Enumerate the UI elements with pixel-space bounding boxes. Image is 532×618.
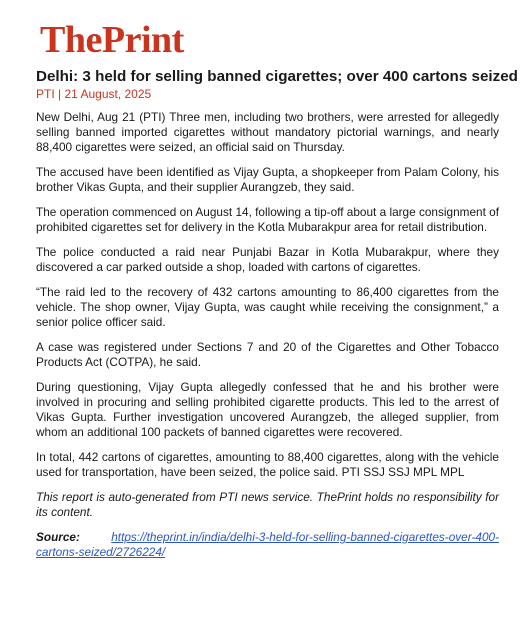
article-body [36, 110, 499, 560]
article-paragraph: The police conducted a raid near Punjabi Bazar in Kotla Mubarakpur, where they discovered a car parked outside a shop, loaded with cartons of cigarettes. [36, 245, 499, 274]
source-line [36, 530, 499, 560]
article-paragraph: In total, 442 cartons of cigarettes, amounting to 88,400 cigarettes, along with the vehicle used for transportation, have been seized, the police said. PTI SSJ SSJ MPL MPL [36, 450, 499, 479]
source-link[interactable]: https://theprint.in/india/delhi-3-held-for-selling-banned-cigarettes-over-400-cartons-seized/2726224/ [36, 530, 499, 559]
auto-generated-disclaimer: This report is auto-generated from PTI news service. ThePrint holds no responsibility for its content. [36, 490, 499, 519]
article-byline: PTI | 21 August, 2025 [36, 87, 152, 101]
article-paragraph: “The raid led to the recovery of 432 cartons amounting to 86,400 cigarettes from the vehicle. The shop owner, Vijay Gupta, was caught while receiving the consignment,” a senior police officer said. [36, 285, 499, 329]
logo-the: The [40, 19, 102, 61]
article-paragraph: The accused have been identified as Vijay Gupta, a shopkeeper from Palam Colony, his brother Vikas Gupta, and their supplier Aurangzeb, they said. [36, 165, 499, 194]
article-paragraph: During questioning, Vijay Gupta allegedly confessed that he and his brother were involved in procuring and selling prohibited cigarette products. This led to the arrest of Vikas Gupta. Further investigation uncovered Aurangzeb, the alleged supplier, from whom an additional 100 packets of banned cigarettes were recovered. [36, 380, 499, 439]
article-title: Delhi: 3 held for selling banned cigarettes; over 400 cartons seized [36, 68, 518, 85]
theprint-logo[interactable] [36, 18, 499, 62]
article-paragraph: The operation commenced on August 14, following a tip-off about a large consignment of prohibited cigarettes set for delivery in the Kotla Mubarakpur area for retail distribution. [36, 205, 499, 234]
article-paragraph: New Delhi, Aug 21 (PTI) Three men, including two brothers, were arrested for allegedly selling banned imported cigarettes without mandatory pictorial warnings, and nearly 88,400 cigarettes were seized, an official said on Thursday. [36, 110, 499, 154]
source-label: Source: [36, 530, 80, 544]
article-paragraph: A case was registered under Sections 7 and 20 of the Cigarettes and Other Tobacco Products Act (COTPA), he said. [36, 340, 499, 369]
article-page [0, 18, 532, 618]
logo-print: Print [101, 19, 184, 61]
